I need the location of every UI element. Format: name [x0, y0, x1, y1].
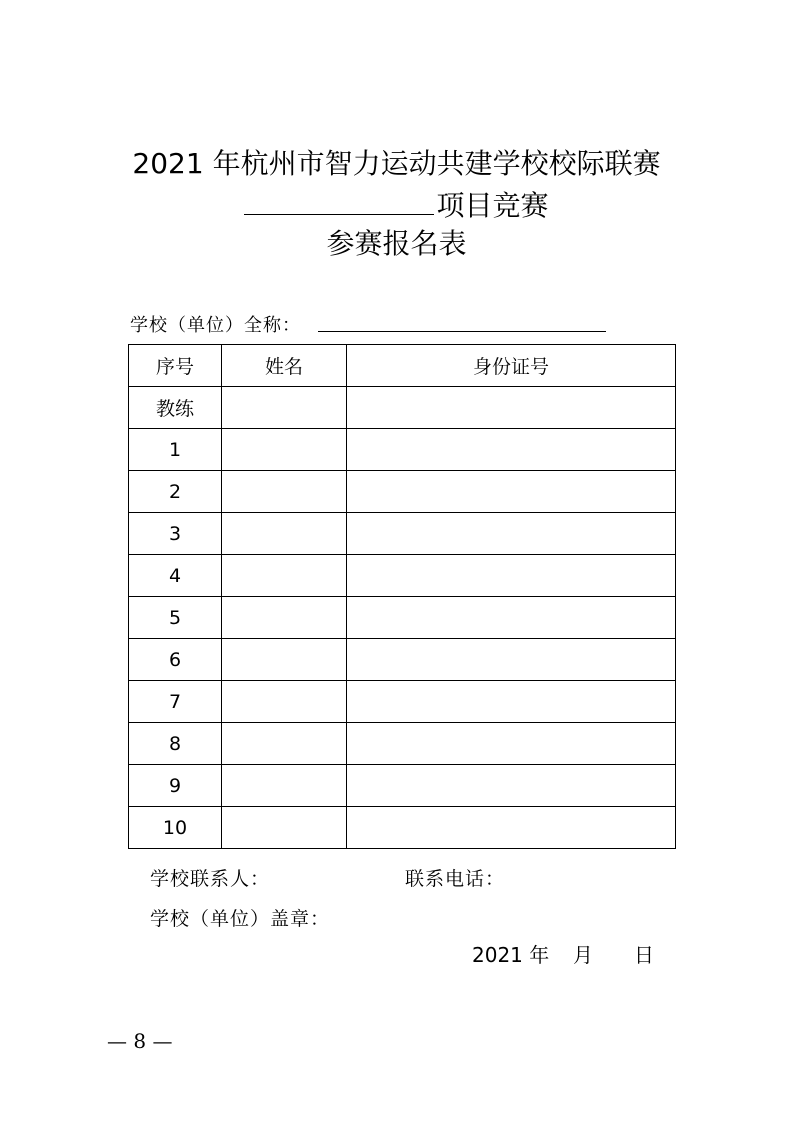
- seal-label: 学校（单位）盖章：: [150, 908, 331, 930]
- row-seq-cell: 2: [129, 471, 222, 513]
- table-row: [129, 807, 676, 849]
- table-row: [129, 765, 676, 807]
- event-name-blank[interactable]: [244, 186, 434, 215]
- row-seq-cell: 8: [129, 723, 222, 765]
- date-day: 日: [634, 943, 654, 967]
- row-name-cell[interactable]: [222, 765, 347, 807]
- row-seq-cell: 9: [129, 765, 222, 807]
- table-row: [129, 429, 676, 471]
- row-seq-cell: 10: [129, 807, 222, 849]
- table-row: [129, 723, 676, 765]
- row-id-number-cell[interactable]: [347, 807, 676, 849]
- row-name-cell[interactable]: [222, 639, 347, 681]
- row-id-number-cell[interactable]: [347, 555, 676, 597]
- row-seq-cell: 7: [129, 681, 222, 723]
- table-header-row: [129, 345, 676, 387]
- row-seq-cell: 5: [129, 597, 222, 639]
- table-row: [129, 681, 676, 723]
- date-year: 2021 年: [472, 943, 550, 967]
- school-full-name-label: 学校（单位）全称：: [130, 315, 301, 336]
- row-id-number-cell[interactable]: [347, 765, 676, 807]
- form-title-line2: [0, 186, 793, 224]
- row-id-number-cell[interactable]: [347, 597, 676, 639]
- header-name: 姓名: [222, 345, 347, 387]
- registration-table: [128, 344, 676, 849]
- row-seq-cell: 6: [129, 639, 222, 681]
- form-title-line2-text: 项目竞赛: [436, 189, 549, 222]
- header-seq: 序号: [129, 345, 222, 387]
- row-name-cell[interactable]: [222, 681, 347, 723]
- school-full-name-blank[interactable]: [318, 331, 606, 332]
- row-name-cell[interactable]: [222, 807, 347, 849]
- row-id-number-cell[interactable]: [347, 513, 676, 555]
- row-seq-cell: 教练: [129, 387, 222, 429]
- row-name-cell[interactable]: [222, 471, 347, 513]
- page-number: — 8 —: [107, 1029, 173, 1053]
- table-row: [129, 597, 676, 639]
- table-row: [129, 555, 676, 597]
- table-row: [129, 513, 676, 555]
- row-name-cell[interactable]: [222, 723, 347, 765]
- row-id-number-cell[interactable]: [347, 639, 676, 681]
- header-id-number: 身份证号: [347, 345, 676, 387]
- phone-label: 联系电话：: [405, 868, 506, 890]
- row-name-cell[interactable]: [222, 387, 347, 429]
- contact-person-label: 学校联系人：: [150, 868, 271, 890]
- row-id-number-cell[interactable]: [347, 387, 676, 429]
- date-month: 月: [573, 943, 593, 967]
- row-seq-cell: 1: [129, 429, 222, 471]
- row-id-number-cell[interactable]: [347, 723, 676, 765]
- form-title-line3: 参赛报名表: [326, 227, 467, 260]
- row-id-number-cell[interactable]: [347, 681, 676, 723]
- row-name-cell[interactable]: [222, 597, 347, 639]
- row-id-number-cell[interactable]: [347, 429, 676, 471]
- row-name-cell[interactable]: [222, 513, 347, 555]
- school-name-row: [130, 311, 301, 337]
- row-name-cell[interactable]: [222, 429, 347, 471]
- form-title-line1: 2021 年杭州市智力运动共建学校校际联赛: [132, 147, 661, 180]
- table-row: [129, 639, 676, 681]
- row-seq-cell: 4: [129, 555, 222, 597]
- table-row: [129, 387, 676, 429]
- row-seq-cell: 3: [129, 513, 222, 555]
- table-row: [129, 471, 676, 513]
- row-id-number-cell[interactable]: [347, 471, 676, 513]
- row-name-cell[interactable]: [222, 555, 347, 597]
